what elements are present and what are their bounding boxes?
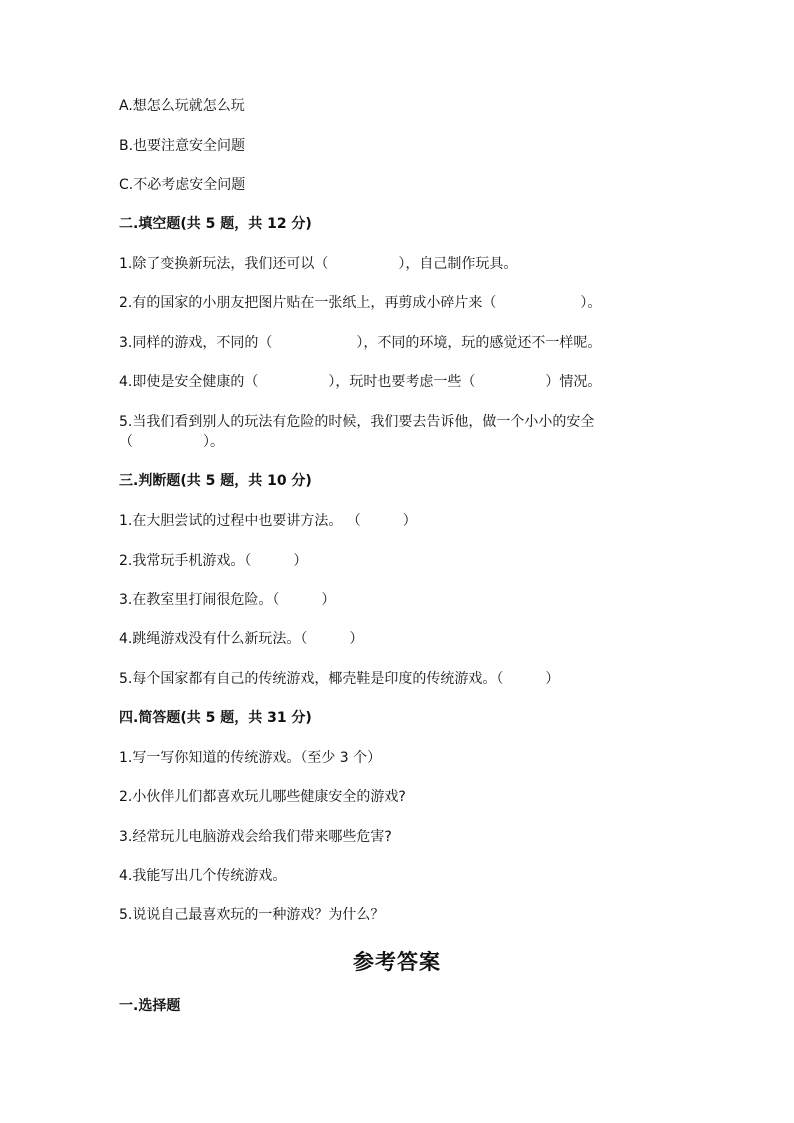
- fill-blank-item: 4.即使是安全健康的（ ），玩时也要考虑一些（ ）情况。: [119, 374, 602, 390]
- option-a: A.想怎么玩就怎么玩: [119, 98, 245, 114]
- short-answer-item: 5.说说自己最喜欢玩的一种游戏？为什么？: [119, 907, 385, 923]
- true-false-item: 3.在教室里打闹很危险。（ ）: [119, 592, 336, 608]
- fill-blank-item: 2.有的国家的小朋友把图片贴在一张纸上，再剪成小碎片来（ ）。: [119, 295, 602, 311]
- section-heading-fill-blank: 二.填空题(共 5 题，共 12 分): [119, 216, 312, 232]
- short-answer-item: 4.我能写出几个传统游戏。: [119, 868, 287, 884]
- answer-key-title: 参考答案: [353, 949, 441, 974]
- true-false-item: 5.每个国家都有自己的传统游戏，椰壳鞋是印度的传统游戏。（ ）: [119, 671, 560, 687]
- true-false-item: 4.跳绳游戏没有什么新玩法。（ ）: [119, 631, 364, 647]
- short-answer-item: 1.写一写你知道的传统游戏。（至少 3 个）: [119, 750, 382, 766]
- true-false-item: 2.我常玩手机游戏。（ ）: [119, 553, 308, 569]
- short-answer-item: 2.小伙伴儿们都喜欢玩儿哪些健康安全的游戏?: [119, 789, 406, 805]
- section-heading-true-false: 三.判断题(共 5 题，共 10 分): [119, 473, 312, 489]
- option-b: B.也要注意安全问题: [119, 138, 246, 154]
- answer-section-heading: 一.选择题: [119, 998, 181, 1014]
- fill-blank-item-continuation: （ ）。: [119, 434, 224, 450]
- short-answer-item: 3.经常玩儿电脑游戏会给我们带来哪些危害?: [119, 829, 392, 845]
- fill-blank-item: 3.同样的游戏，不同的（ ），不同的环境，玩的感觉还不一样呢。: [119, 335, 602, 351]
- true-false-item: 1.在大胆尝试的过程中也要讲方法。 （ ）: [119, 513, 417, 529]
- fill-blank-item: 5.当我们看到别人的玩法有危险的时候，我们要去告诉他，做一个小小的安全: [119, 414, 595, 430]
- option-c: C.不必考虑安全问题: [119, 177, 246, 193]
- fill-blank-item: 1.除了变换新玩法，我们还可以（ ），自己制作玩具。: [119, 256, 518, 272]
- section-heading-short-answer: 四.简答题(共 5 题，共 31 分): [119, 710, 312, 726]
